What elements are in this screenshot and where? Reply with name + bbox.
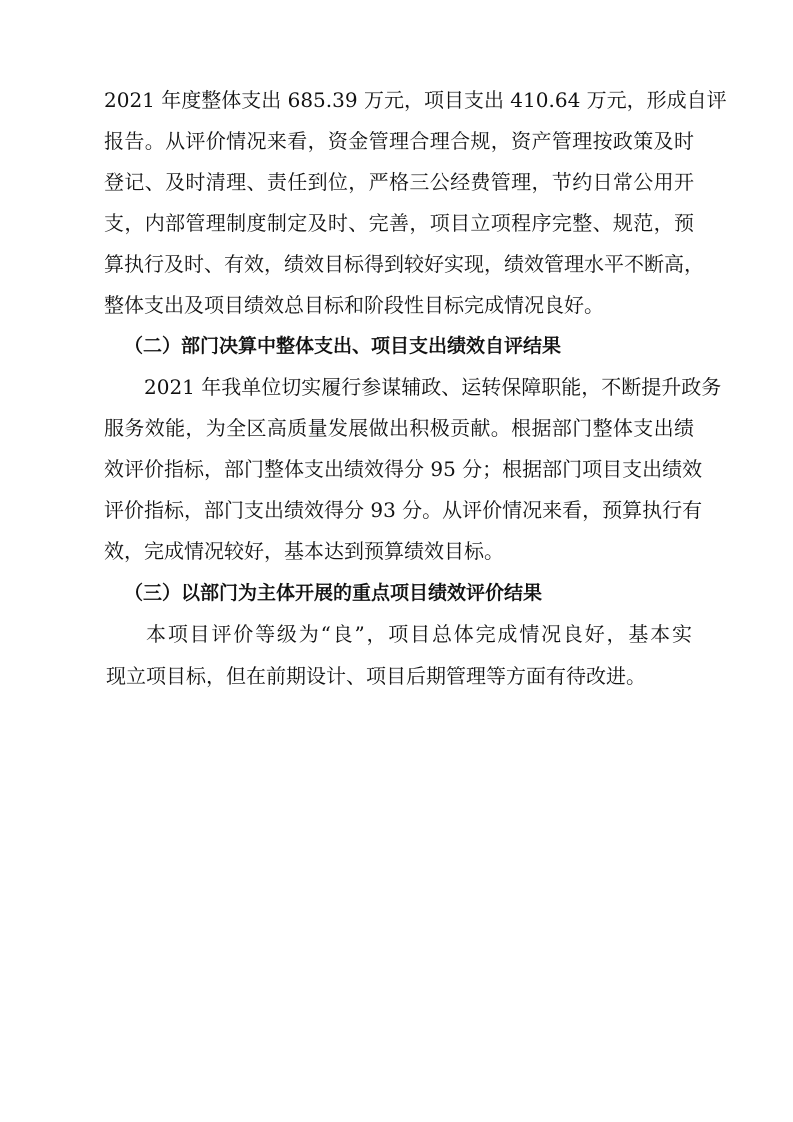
section-heading: （二）部门决算中整体支出、项目支出绩效自评结果 — [124, 335, 562, 357]
paragraph-line: 本项目评价等级为“良”，项目总体完成情况良好，基本实 — [146, 622, 692, 646]
paragraph-line: 评价指标，部门支出绩效得分 93 分。从评价情况来看，预算执行有 — [104, 498, 703, 522]
paragraph-line: 现立项目标，但在前期设计、项目后期管理等方面有待改进。 — [106, 664, 646, 688]
paragraph-line: 登记、及时清理、责任到位，严格三公经费管理，节约日常公用开 — [104, 170, 694, 194]
paragraph-line: 2021 年我单位切实履行参谋辅政、运转保障职能，不断提升政务 — [144, 375, 722, 399]
paragraph-line: 报告。从评价情况来看，资金管理合理合规，资产管理按政策及时 — [104, 129, 694, 153]
paragraph-line: 效评价指标，部门整体支出绩效得分 95 分；根据部门项目支出绩效 — [104, 457, 703, 481]
paragraph-line: 服务效能，为全区高质量发展做出积极贡献。根据部门整体支出绩 — [104, 416, 694, 440]
section-heading: （三）以部门为主体开展的重点项目绩效评价结果 — [124, 582, 543, 604]
paragraph-line: 效，完成情况较好，基本达到预算绩效目标。 — [104, 539, 504, 563]
paragraph-line: 算执行及时、有效，绩效目标得到较好实现，绩效管理水平不断高， — [104, 252, 704, 276]
paragraph-line: 2021 年度整体支出 685.39 万元，项目支出 410.64 万元，形成自评 — [104, 88, 727, 112]
paragraph-line: 整体支出及项目绩效总目标和阶段性目标完成情况良好。 — [104, 293, 604, 317]
paragraph-line: 支，内部管理制度制定及时、完善，项目立项程序完整、规范，预 — [104, 211, 694, 235]
